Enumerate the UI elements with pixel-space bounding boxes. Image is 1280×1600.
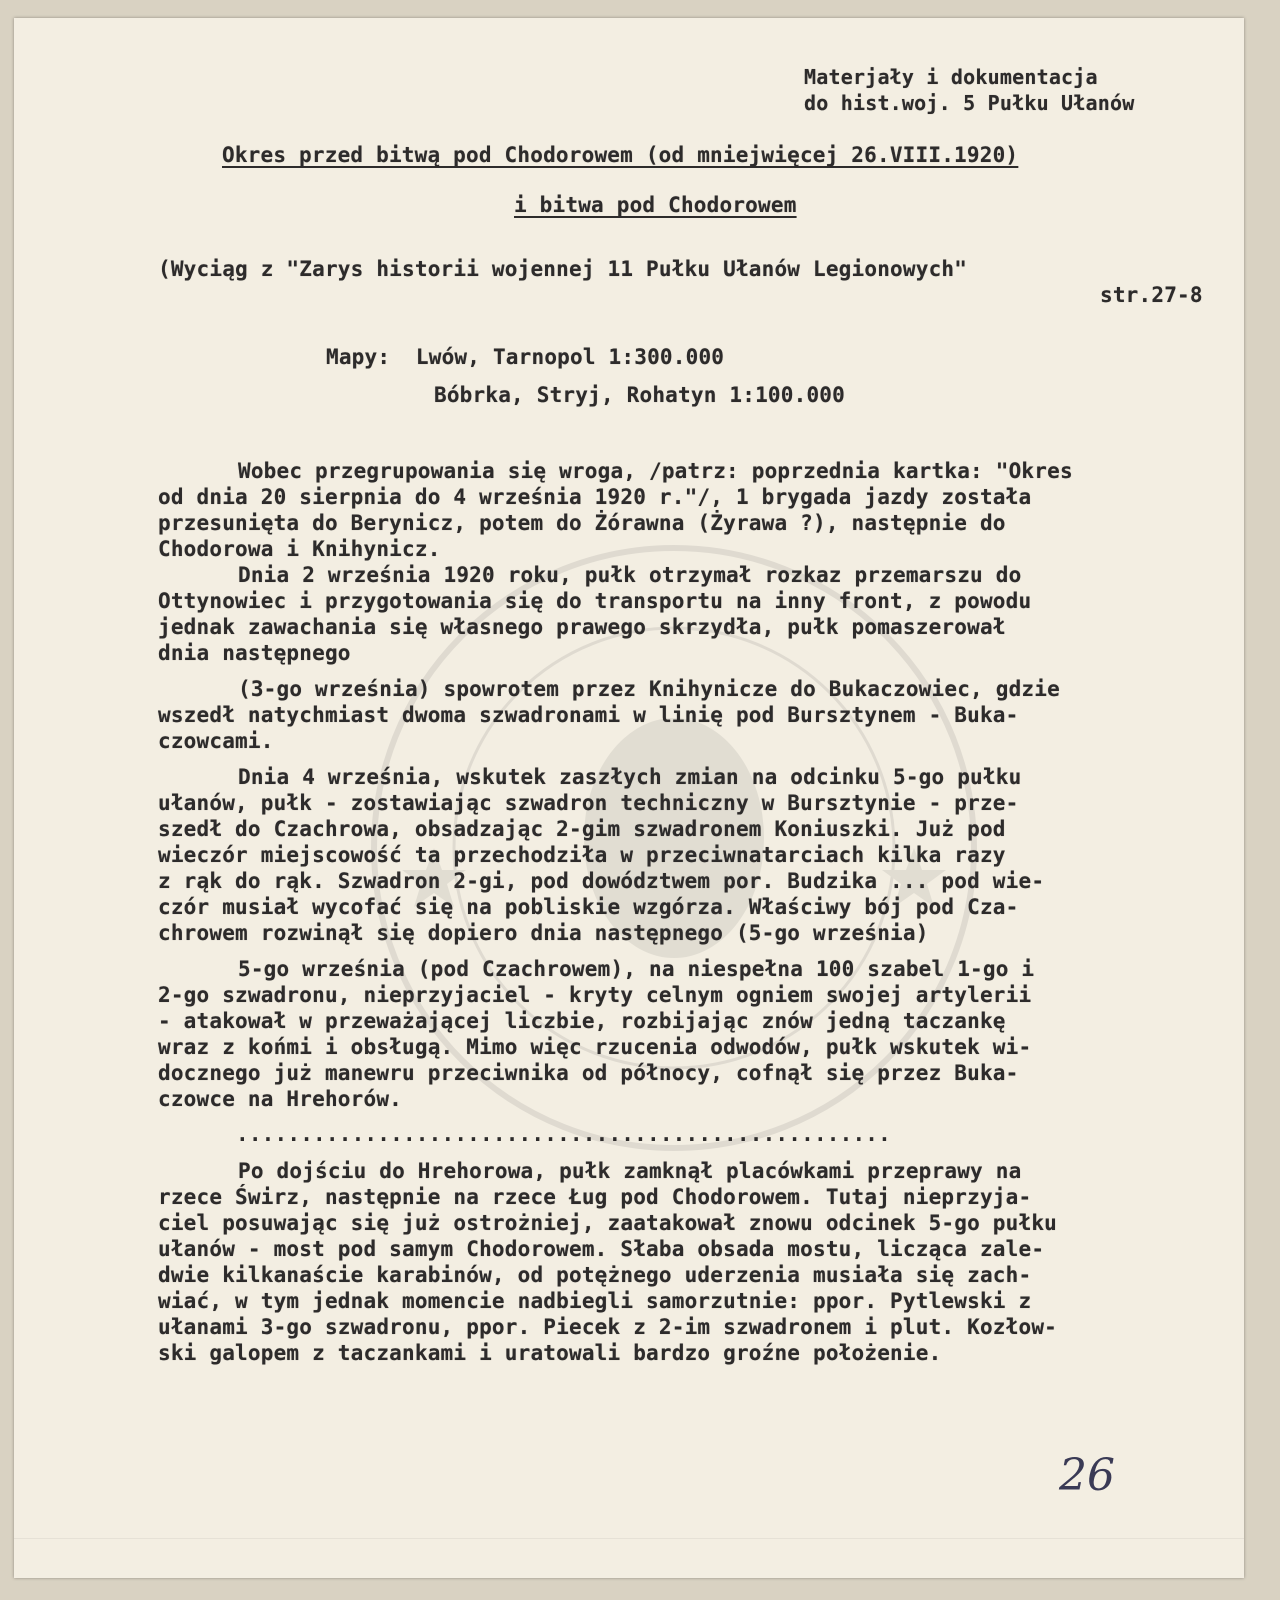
paragraph-2-line-2: Ottynowiec i przygotowania się do transportu na inny front, z powodu [158, 589, 1032, 613]
paragraph-1-line-1: Wobec przegrupowania się wroga, /patrz: poprzednia kartka: "Okres [238, 459, 1073, 483]
paragraph-6-line-5: dwie kilkanaście karabinów, od potężnego uderzenia musiała się zach- [158, 1263, 1032, 1287]
paragraph-1-line-4: Chodorowa i Knihynicz. [158, 537, 441, 561]
paragraph-6-line-7: ułanami 3-go szwadronu, ppor. Piecek z 2-im szwadronem i plut. Kozłow- [158, 1315, 1058, 1339]
paragraph-4-line-2: ułanów, pułk - zostawiając szwadron techniczny w Bursztynie - prze- [158, 791, 1019, 815]
paragraph-1-line-3: przesunięta do Berynicz, potem do Żórawna (Żyrawa ?), następnie do [158, 511, 1006, 535]
paragraph-4-line-7: chrowem rozwinął się dopiero dnia następnego (5-go września) [158, 921, 929, 945]
paragraph-5-line-3: - atakował w przeważającej liczbie, rozbijając znów jedną taczankę [158, 1009, 1006, 1033]
paragraph-5-line-5: docznego już manewru przeciwnika od północy, cofnął się przez Buka- [158, 1061, 1019, 1085]
paragraph-4-line-5: z rąk do rąk. Szwadron 2-gi, pod dowództwem por. Budzika ... pod wie- [158, 869, 1045, 893]
paragraph-6-line-1: Po dojściu do Hrehorowa, pułk zamknął placówkami przeprawy na [238, 1159, 1022, 1183]
paragraph-3-line-1: (3-go września) spowrotem przez Knihynicze do Bukaczowiec, gdzie [238, 677, 1060, 701]
paragraph-4-line-6: czór musiał wycofać się na pobliskie wzgórza. Właściwy bój pod Cza- [158, 895, 1019, 919]
paragraph-4-line-4: wieczór miejscowość ta przechodziła w przeciwnatarciach kilka razy [158, 843, 1006, 867]
paragraph-4-line-1: Dnia 4 września, wskutek zaszłych zmian na odcinku 5-go pułku [238, 765, 1022, 789]
paragraph-1-line-2: od dnia 20 sierpnia do 4 września 1920 r."/, 1 brygada jazdy została [158, 485, 1032, 509]
maps-line-2: Bóbrka, Stryj, Rohatyn 1:100.000 [434, 383, 845, 407]
page-number: 26 [1059, 1450, 1115, 1501]
paragraph-6-line-8: ski galopem z taczankami i uratowali bardzo groźne położenie. [158, 1341, 942, 1365]
paper-edge [14, 1538, 1244, 1539]
paragraph-6-line-4: ułanów - most pod samym Chodorowem. Słaba obsada mostu, licząca zale- [158, 1237, 1045, 1261]
document-title-line-2: i bitwa pod Chodorowem [514, 193, 797, 217]
source-line-1: (Wyciąg z "Zarys historii wojennej 11 Pułku Ułanów Legionowych" [158, 257, 968, 281]
paragraph-4-line-3: szedł do Czachrowa, obsadzając 2-gim szwadronem Koniuszki. Już pod [158, 817, 1006, 841]
document-page [14, 18, 1244, 1578]
source-line-2: str.27-8 [1100, 283, 1203, 307]
maps-line-1: Mapy: Lwów, Tarnopol 1:300.000 [326, 345, 725, 369]
paragraph-5-line-2: 2-go szwadronu, nieprzyjaciel - kryty celnym ogniem swojej artylerii [158, 983, 1032, 1007]
paragraph-5-line-6: czowce na Hrehorów. [158, 1087, 403, 1111]
paragraph-2-line-4: dnia następnego [158, 641, 351, 665]
paragraph-5-line-4: wraz z końmi i obsługą. Mimo więc rzucenia odwodów, pułk wskutek wi- [158, 1035, 1032, 1059]
paragraph-2-line-1: Dnia 2 września 1920 roku, pułk otrzymał rozkaz przemarszu do [238, 563, 1022, 587]
paragraph-3-line-2: wszedł natychmiast dwoma szwadronami w linię pod Bursztynem - Buka- [158, 703, 1019, 727]
paragraph-6-line-6: wiać, w tym jednak momencie nadbiegli samorzutnie: ppor. Pytlewski z [158, 1289, 1032, 1313]
paragraph-5-line-1: 5-go września (pod Czachrowem), na niespełna 100 szabel 1-go i [238, 957, 1035, 981]
paragraph-3-line-3: czowcami. [158, 729, 274, 753]
header-reference-line-2: do hist.woj. 5 Pułku Ułanów [804, 91, 1135, 115]
paragraph-6-line-2: rzece Świrz, następnie na rzece Ług pod Chodorowem. Tutaj nieprzyja- [158, 1185, 1032, 1209]
document-title-line-1: Okres przed bitwą pod Chodorowem (od mniejwięcej 26.VIII.1920) [222, 143, 1019, 167]
paragraph-6-line-3: ciel posuwając się już ostrożniej, zaatakował znowu odcinek 5-go pułku [158, 1211, 1058, 1235]
header-reference-line-1: Materjały i dokumentacja [804, 65, 1098, 89]
paragraph-2-line-3: jednak zawachania się własnego prawego skrzydła, pułk pomaszerował [158, 615, 1006, 639]
dotted-separator: ................................................... [236, 1122, 891, 1146]
